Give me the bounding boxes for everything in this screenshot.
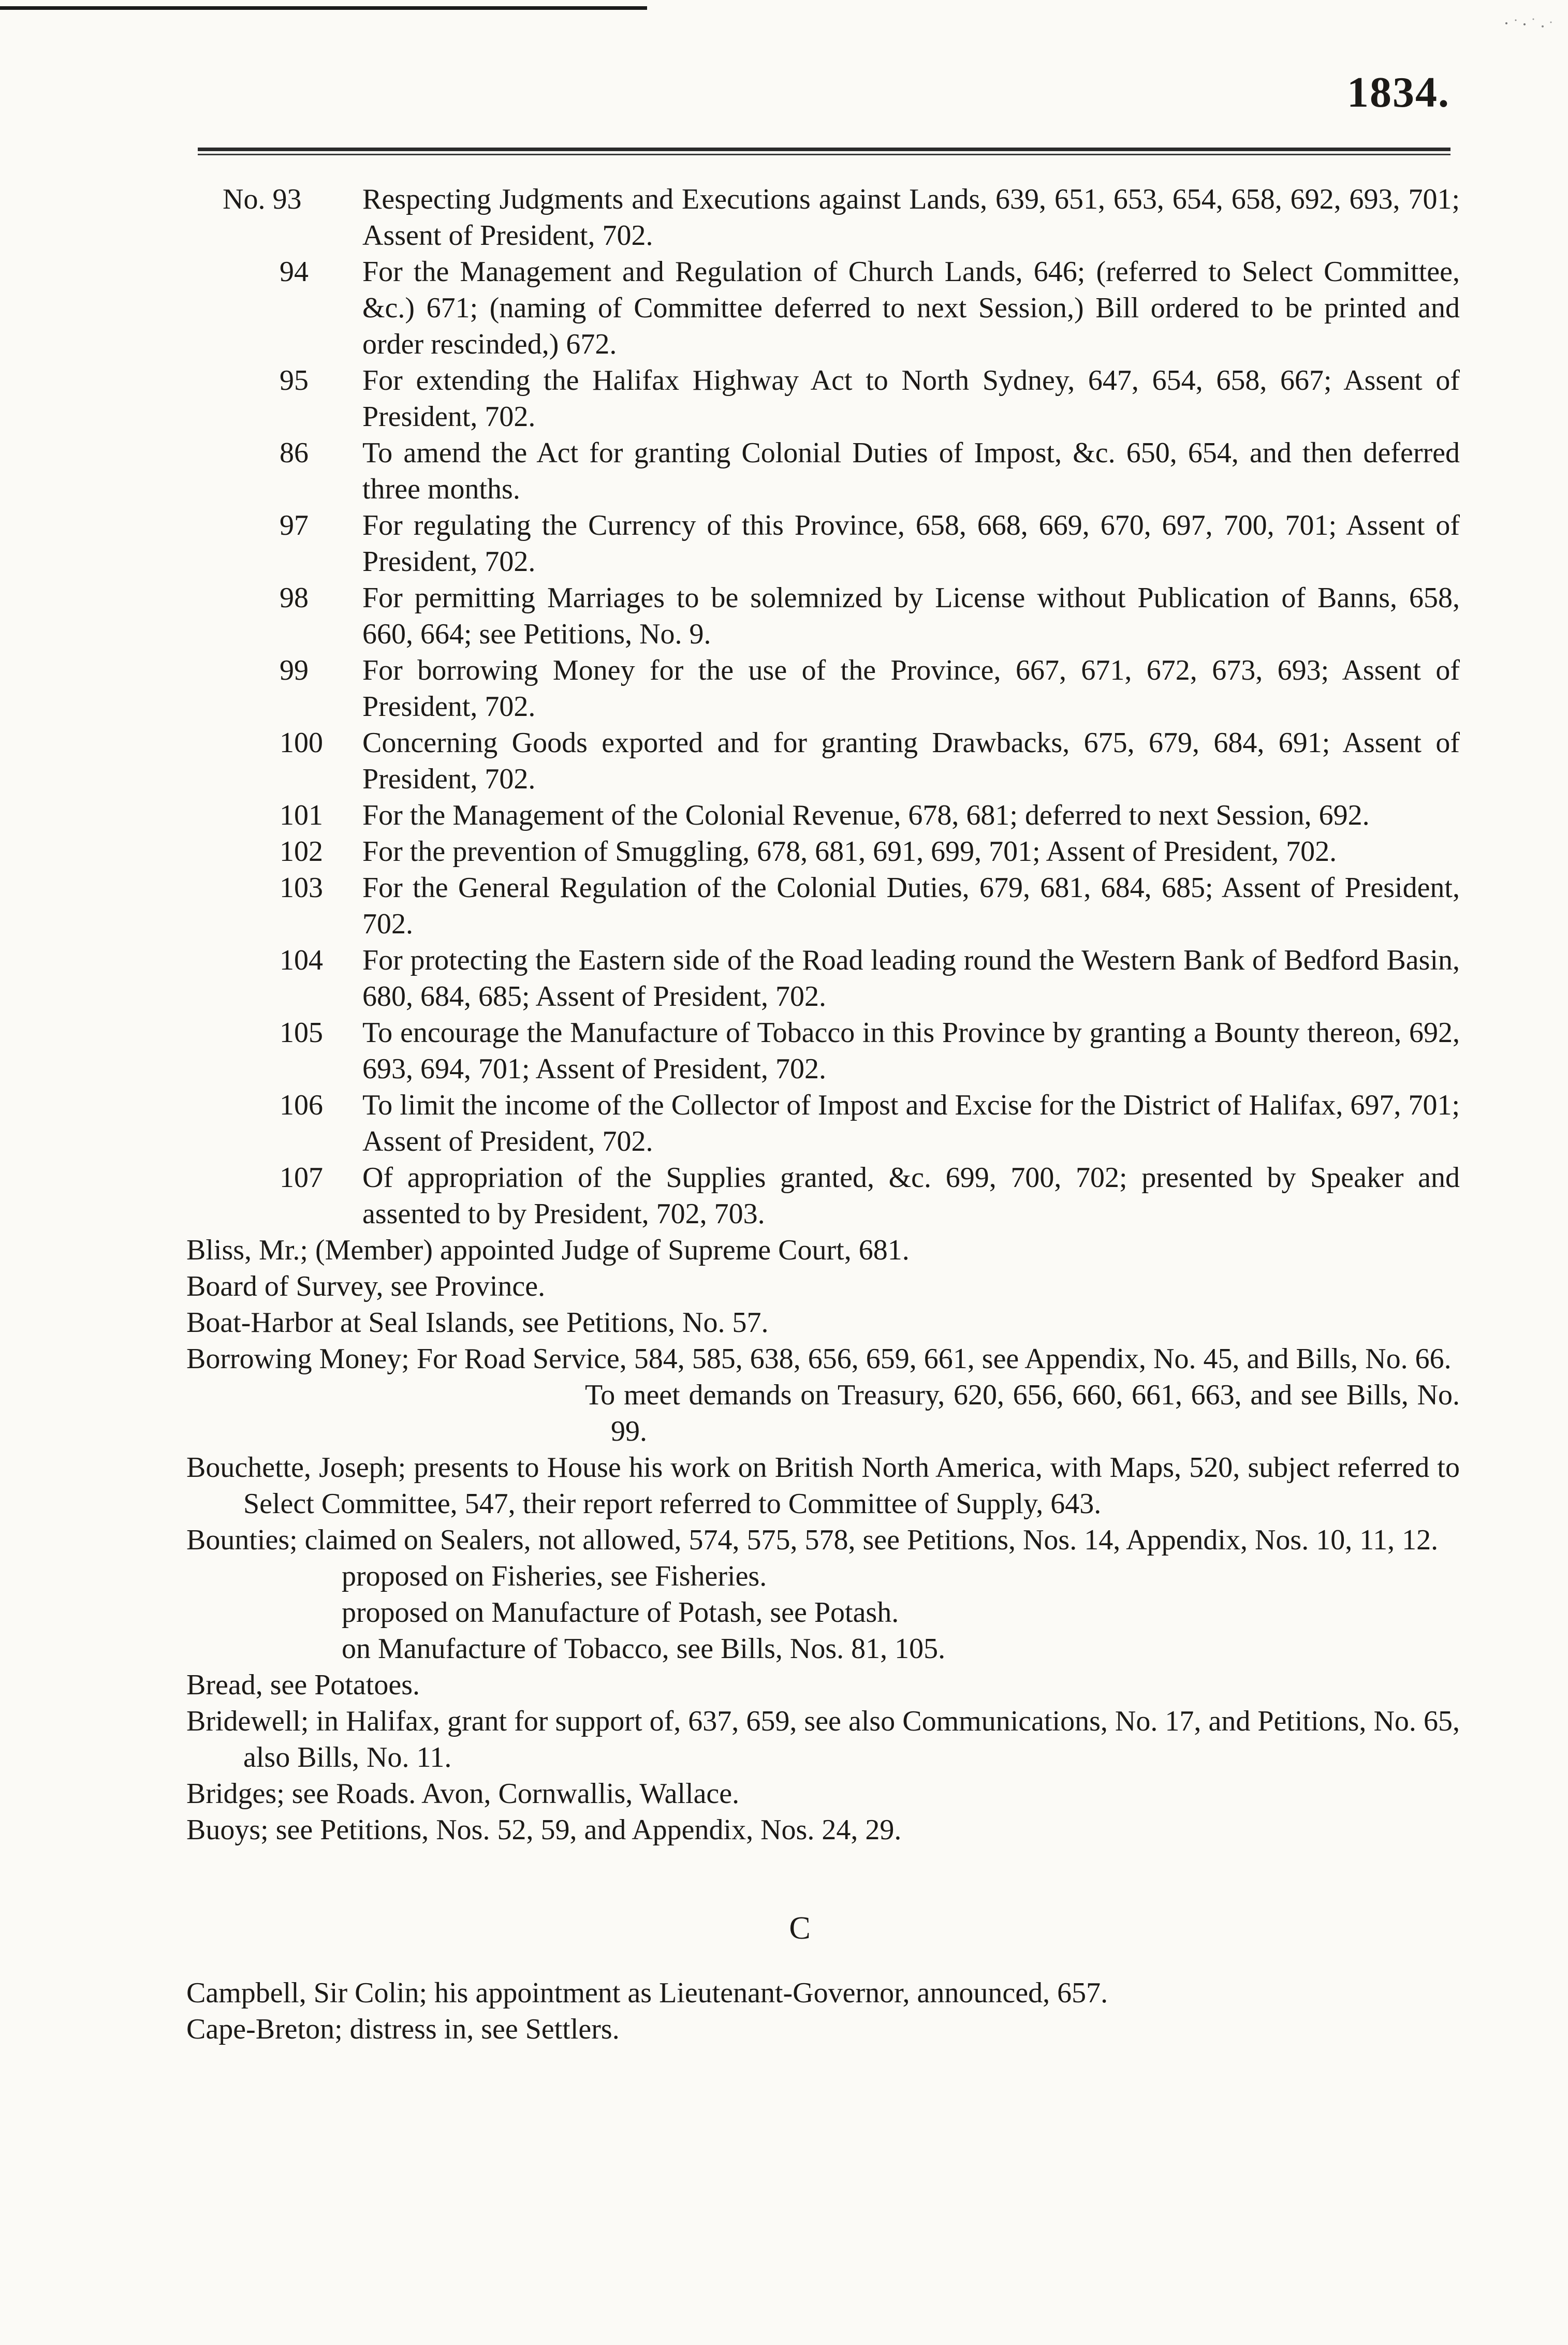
bill-entry bbox=[186, 362, 1460, 435]
index-entry-cape-breton: Cape-Breton; distress in, see Settlers. bbox=[186, 2013, 620, 2045]
index-entry-boat-harbor: Boat-Harbor at Seal Islands, see Petitions, No. 57. bbox=[186, 1307, 769, 1339]
bill-number: 95 bbox=[280, 364, 309, 397]
bill-text: For the General Regulation of the Colonial Duties, 679, 681, 684, 685; Assent of President, 702. bbox=[362, 872, 1460, 940]
bill-entry bbox=[186, 1160, 1460, 1232]
bill-number: 106 bbox=[280, 1089, 323, 1121]
bill-entry bbox=[186, 797, 1460, 833]
index-entry-bliss: Bliss, Mr.; (Member) appointed Judge of Supreme Court, 681. bbox=[186, 1234, 910, 1266]
bill-text: For the Management of the Colonial Revenue, 678, 681; deferred to next Session, 692. bbox=[362, 799, 1370, 831]
bill-entry bbox=[186, 870, 1460, 942]
index-entry-bridges: Bridges; see Roads. Avon, Cornwallis, Wallace. bbox=[186, 1778, 740, 1810]
bill-text: To amend the Act for granting Colonial Duties of Impost, &c. 650, 654, and then deferred three months. bbox=[362, 437, 1460, 505]
bill-number: 107 bbox=[280, 1162, 323, 1194]
bill-text: For permitting Marriages to be solemnized by License without Publication of Banns, 658, 660, 664; see Petitions, No. 9. bbox=[362, 582, 1460, 650]
bill-number: 104 bbox=[280, 944, 323, 976]
header-double-rule bbox=[198, 148, 1450, 155]
bill-number: 86 bbox=[280, 437, 309, 469]
bill-text: For the prevention of Smuggling, 678, 681, 691, 699, 701; Assent of President, 702. bbox=[362, 836, 1337, 868]
bill-number: 97 bbox=[280, 509, 309, 541]
index-subentry-borrowing-treasury: To meet demands on Treasury, 620, 656, 660, 661, 663, and see Bills, No. 99. bbox=[585, 1379, 1460, 1447]
bill-entry bbox=[186, 580, 1460, 652]
index-entry-bouchette: Bouchette, Joseph; presents to House his work on British North America, with Maps, 520, subject referred to Select Committee, 547, their report referred to Committee of Supply, 643. bbox=[186, 1452, 1460, 1520]
index-subentry-bounties-fisheries: proposed on Fisheries, see Fisheries. bbox=[342, 1560, 767, 1592]
index-subentry-bounties-tobacco: on Manufacture of Tobacco, see Bills, Nos. 81, 105. bbox=[342, 1633, 946, 1665]
bill-entry bbox=[186, 833, 1460, 870]
corner-specks bbox=[1501, 13, 1558, 34]
bill-text: Respecting Judgments and Executions against Lands, 639, 651, 653, 654, 658, 692, 693, 701; Assent of President, 702. bbox=[362, 183, 1460, 252]
index-body bbox=[186, 181, 1460, 2047]
bill-number: 94 bbox=[280, 256, 309, 288]
bill-number: 99 bbox=[280, 654, 309, 686]
bill-number: No. 93 bbox=[223, 183, 302, 215]
bill-text: To encourage the Manufacture of Tobacco in this Province by granting a Bounty thereon, 692, 693, 694, 701; Assent of President, 702. bbox=[362, 1017, 1460, 1085]
bill-text: For regulating the Currency of this Province, 658, 668, 669, 670, 697, 700, 701; Assent of President, 702. bbox=[362, 509, 1460, 578]
section-letter-c: C bbox=[789, 1911, 811, 1946]
page-year-heading: 1834. bbox=[1347, 68, 1450, 116]
bill-entry bbox=[186, 254, 1460, 362]
bill-number: 103 bbox=[280, 872, 323, 904]
index-entry-bridewell: Bridewell; in Halifax, grant for support of, 637, 659, see also Communications, No. 17, and Petitions, No. 65, also Bills, No. 11. bbox=[186, 1705, 1460, 1774]
bill-entry bbox=[186, 181, 1460, 254]
bill-entry bbox=[186, 1015, 1460, 1087]
bill-text: For protecting the Eastern side of the Road leading round the Western Bank of Bedford Basin, 680, 684, 685; Assent of President, 702. bbox=[362, 944, 1460, 1013]
bill-text: Concerning Goods exported and for granting Drawbacks, 675, 679, 684, 691; Assent of President, 702. bbox=[362, 727, 1460, 795]
bill-text: For the Management and Regulation of Church Lands, 646; (referred to Select Committee, &c.) 671; (naming of Committee deferred to next Session,) Bill ordered to be printed and order rescinded,) 672. bbox=[362, 256, 1460, 360]
bill-entry bbox=[186, 725, 1460, 797]
bill-text: For borrowing Money for the use of the Province, 667, 671, 672, 673, 693; Assent of President, 702. bbox=[362, 654, 1460, 723]
bill-number: 101 bbox=[280, 799, 323, 831]
bill-number: 105 bbox=[280, 1017, 323, 1049]
index-subentry-bounties-potash: proposed on Manufacture of Potash, see Potash. bbox=[342, 1596, 899, 1629]
bill-number: 100 bbox=[280, 727, 323, 759]
index-entry-buoys: Buoys; see Petitions, Nos. 52, 59, and Appendix, Nos. 24, 29. bbox=[186, 1814, 902, 1846]
index-entry-board-of-survey: Board of Survey, see Province. bbox=[186, 1270, 546, 1302]
index-entry-campbell: Campbell, Sir Colin; his appointment as Lieutenant-Governor, announced, 657. bbox=[186, 1977, 1108, 2009]
bill-text: To limit the income of the Collector of Impost and Excise for the District of Halifax, 697, 701; Assent of President, 702. bbox=[362, 1089, 1460, 1157]
bill-number: 98 bbox=[280, 582, 309, 614]
bill-entry bbox=[186, 1087, 1460, 1160]
top-edge-rule bbox=[0, 6, 647, 10]
index-entry-borrowing-money: Borrowing Money; For Road Service, 584, 585, 638, 656, 659, 661, see Appendix, No. 45, and Bills, No. 66. bbox=[186, 1343, 1452, 1375]
bill-entry bbox=[186, 435, 1460, 507]
bill-number: 102 bbox=[280, 836, 323, 868]
bill-entry bbox=[186, 652, 1460, 725]
bill-text: Of appropriation of the Supplies granted, &c. 699, 700, 702; presented by Speaker and assented to by President, 702, 703. bbox=[362, 1162, 1460, 1230]
bill-text: For extending the Halifax Highway Act to North Sydney, 647, 654, 658, 667; Assent of President, 702. bbox=[362, 364, 1460, 433]
index-entry-bounties: Bounties; claimed on Sealers, not allowed, 574, 575, 578, see Petitions, Nos. 14, Appendix, Nos. 10, 11, 12. bbox=[186, 1524, 1439, 1556]
bill-entry bbox=[186, 507, 1460, 580]
bill-entry bbox=[186, 942, 1460, 1015]
index-entry-bread: Bread, see Potatoes. bbox=[186, 1669, 420, 1701]
